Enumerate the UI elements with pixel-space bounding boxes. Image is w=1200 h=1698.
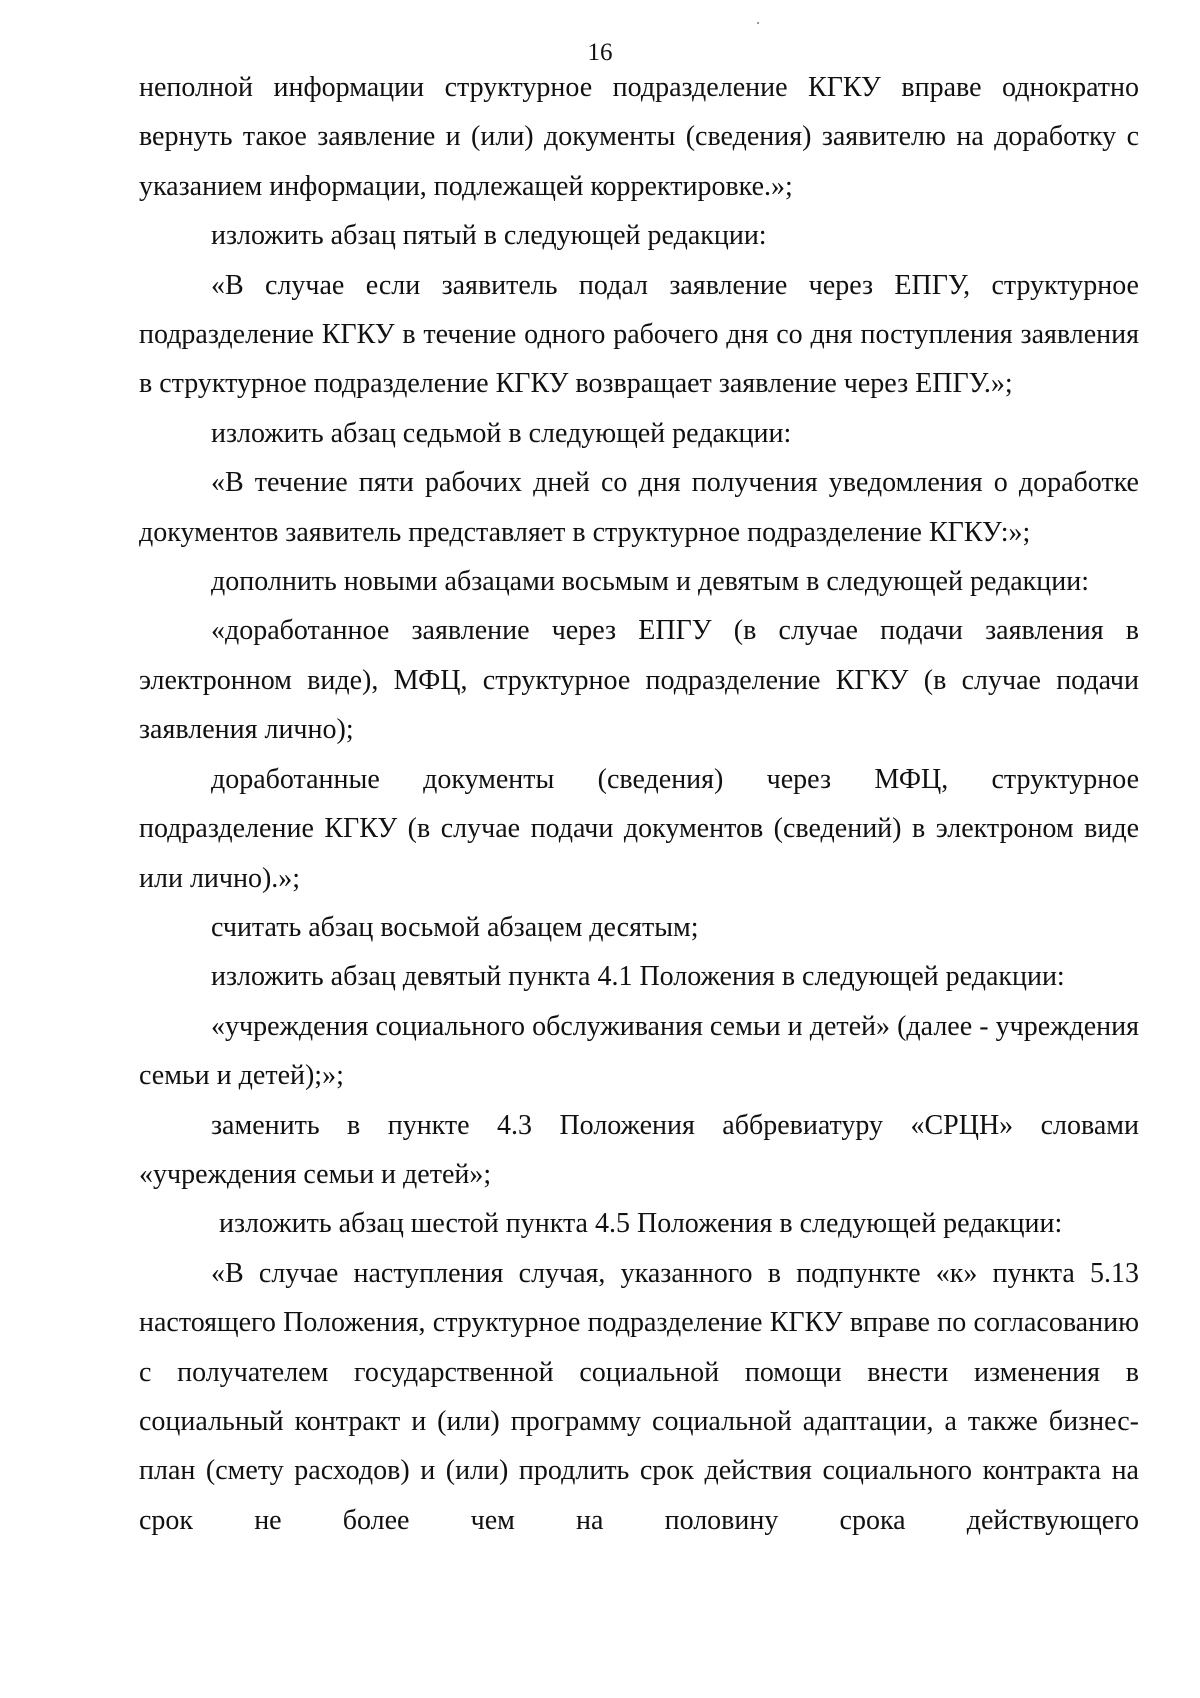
paragraph-instruction: заменить в пункте 4.3 Положения аббревиатуру «СРЦН» словами «учреждения семьи и детей»;: [139, 1109, 1139, 1190]
paragraph-quoted: доработанные документы (сведения) через МФЦ, структурное подразделение КГКУ (в случае подачи документов (сведений) в электроном виде или лично).»;: [139, 763, 1139, 894]
paragraph-instruction: изложить абзац девятый пункта 4.1 Положения в следующей редакции:: [211, 961, 1065, 993]
paragraph-quoted: «доработанное заявление через ЕПГУ (в случае подачи заявления в электронном виде), МФЦ, структурное подразделение КГКУ (в случае подачи заявления лично);: [139, 615, 1139, 746]
paragraph-quoted: «В случае если заявитель подал заявление через ЕПГУ, структурное подразделение КГКУ в течение одного рабочего дня со дня поступления заявления в структурное подразделение КГКУ возвращает заявление через ЕПГУ.»;: [139, 269, 1139, 400]
paragraph-quoted: «В случае наступления случая, указанного в подпункте «к» пункта 5.13 настоящего Положения, структурное подразделение КГКУ вправе по согласованию с получателем государственной социальной помощи внести изменения в социальный контракт и (или) программу социальной адаптации, а также бизнес-план (смету расходов) и (или) продлить срок действия социального контракта на срок не более чем на половину срока действующего: [139, 1257, 1139, 1536]
paragraph-continuation: неполной информации структурное подразделение КГКУ вправе однократно вернуть такое заявление и (или) документы (сведения) заявителю на доработку с указанием информации, подлежащей корректировке.»;: [139, 72, 1139, 202]
document-body: [139, 63, 1139, 1545]
paragraph-quoted: «В течение пяти рабочих дней со дня получения уведомления о доработке документов заявитель представляет в структурное подразделение КГКУ:»;: [139, 467, 1139, 548]
scan-speck: [757, 22, 759, 24]
page-number: 16: [587, 39, 613, 66]
paragraph-instruction: изложить абзац шестой пункта 4.5 Положения в следующей редакции:: [219, 1208, 1063, 1240]
paragraph-instruction: считать абзац восьмой абзацем десятым;: [211, 911, 699, 943]
paragraph-instruction: изложить абзац пятый в следующей редакции:: [211, 220, 767, 252]
paragraph-quoted: «учреждения социального обслуживания семьи и детей» (далее - учреждения семьи и детей);»;: [139, 1010, 1139, 1092]
paragraph-instruction: дополнить новыми абзацами восьмым и девятым в следующей редакции:: [211, 566, 1090, 598]
paragraph-instruction: изложить абзац седьмой в следующей редакции:: [211, 417, 792, 449]
